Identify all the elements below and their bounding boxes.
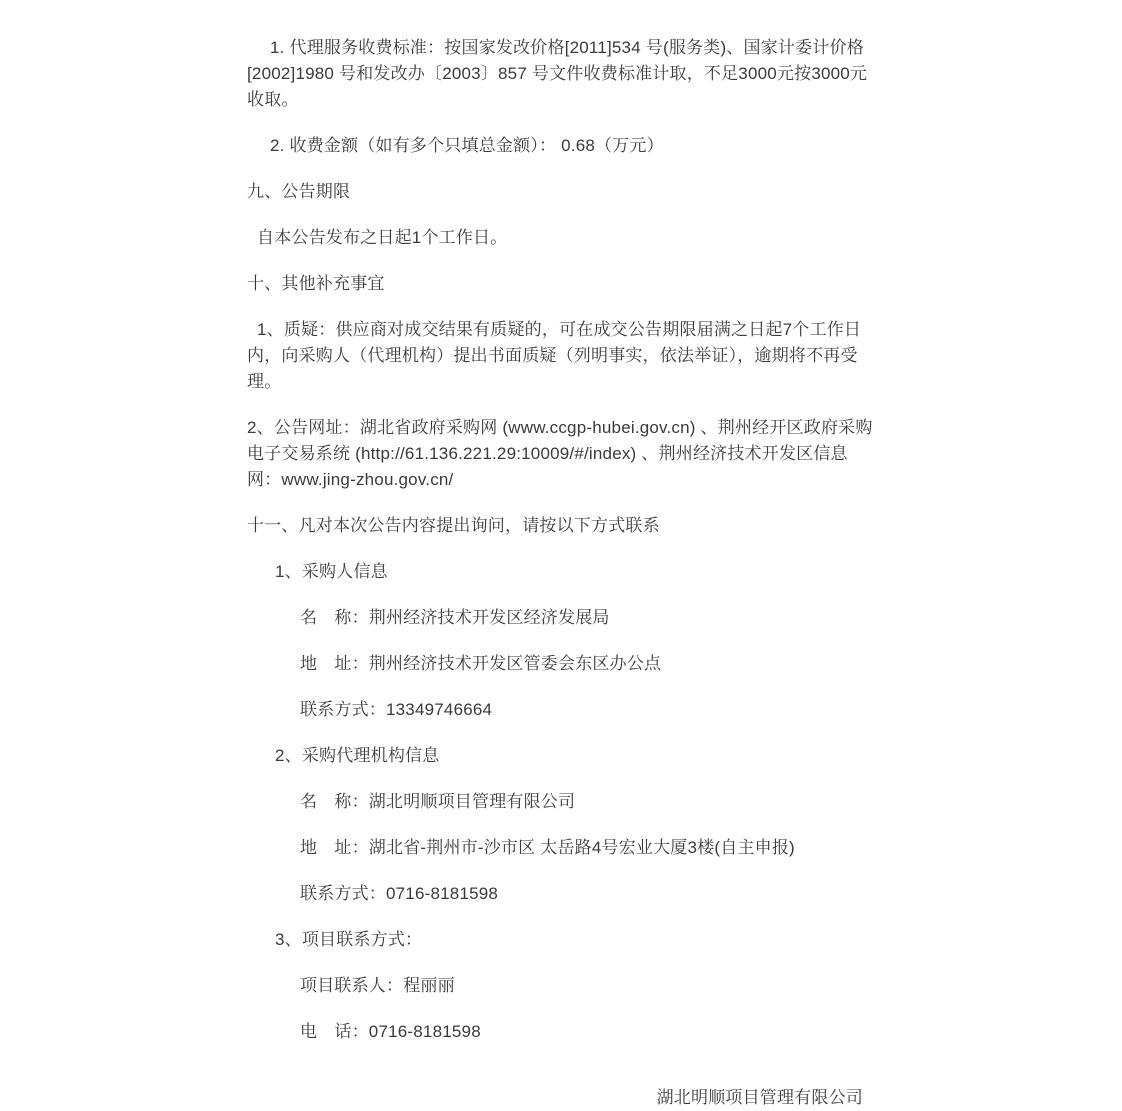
fee-amount-paragraph: 2. 收费金额（如有多个只填总金额）： 0.68（万元） <box>270 136 664 155</box>
announcement-document <box>247 0 875 1111</box>
agency-name-line: 名 称：湖北明顺项目管理有限公司 <box>300 792 576 811</box>
announcement-urls-paragraph: 2、公告网址：湖北省政府采购网 (www.ccgp-hubei.gov.cn) 、荆州经开区政府采购电子交易系统 (http://61.136.221.29:10009/#/index) 、荆州经济技术开发区信息网：www.jing-zhou.gov.cn/ <box>247 418 873 489</box>
agency-signature: 湖北明顺项目管理有限公司 <box>656 1088 863 1107</box>
purchaser-contact-line: 联系方式：13349746664 <box>300 700 493 719</box>
purchaser-name-line: 名 称：荆州经济技术开发区经济发展局 <box>300 608 610 627</box>
section-11-heading: 十一、凡对本次公告内容提出询问，请按以下方式联系 <box>247 516 660 535</box>
agency-address-line: 地 址：湖北省-荆州市-沙市区 太岳路4号宏业大厦3楼(自主申报) <box>300 838 795 857</box>
section-10-heading: 十、其他补充事宜 <box>247 274 385 293</box>
agency-info-title: 2、采购代理机构信息 <box>275 746 440 765</box>
project-phone-line: 电 话：0716-8181598 <box>300 1022 481 1041</box>
project-contact-title: 3、项目联系方式： <box>275 930 423 949</box>
agency-contact-line: 联系方式：0716-8181598 <box>300 884 499 903</box>
section-9-heading: 九、公告期限 <box>247 182 351 201</box>
purchaser-info-title: 1、采购人信息 <box>275 562 388 581</box>
query-rules-paragraph: 1、质疑：供应商对成交结果有质疑的，可在成交公告期限届满之日起7个工作日内，向采购人（代理机构）提出书面质疑（列明事实，依法举证），逾期将不再受理。 <box>247 320 862 391</box>
announcement-period-text: 自本公告发布之日起1个工作日。 <box>257 228 508 247</box>
purchaser-address-line: 地 址：荆州经济技术开发区管委会东区办公点 <box>300 654 662 673</box>
fee-standard-paragraph: 1. 代理服务收费标准：按国家发改价格[2011]534 号(服务类)、国家计委计价格[2002]1980 号和发改办〔2003〕857 号文件收费标准计取，不足3000元按3000元收取。 <box>247 38 868 109</box>
project-contact-person-line: 项目联系人：程丽丽 <box>300 976 455 995</box>
